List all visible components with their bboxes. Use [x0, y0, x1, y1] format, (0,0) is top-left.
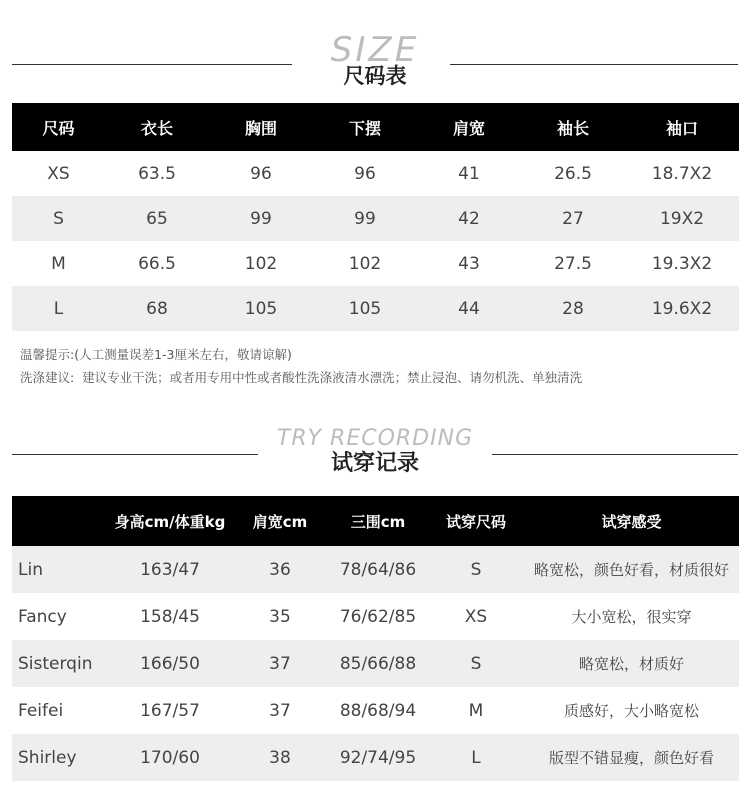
feedback-cell: 质感好，大小略宽松: [563, 702, 699, 720]
table-cell: 43: [458, 253, 480, 274]
try-on-table: [12, 496, 739, 781]
table-cell: 19.6X2: [651, 298, 713, 319]
try-header-cell: 试穿感受: [601, 512, 662, 531]
care-notes: [20, 343, 582, 389]
size-header-cell: 衣长: [140, 118, 173, 138]
try-header-cell: 肩宽cm: [252, 512, 308, 531]
table-row: [12, 546, 739, 593]
size-watermark: SIZE: [330, 30, 420, 70]
try-header-cell: 三围cm: [350, 512, 406, 531]
table-cell: 28: [562, 298, 584, 319]
table-cell: 27.5: [554, 253, 592, 274]
table-cell: 18.7X2: [651, 163, 713, 184]
table-row: [12, 687, 739, 734]
tester-name: Feifei: [18, 700, 64, 721]
table-cell: L: [53, 298, 64, 319]
feedback-cell: 略宽松，材质好: [578, 655, 684, 673]
table-row: [12, 286, 739, 331]
table-cell: 38: [269, 747, 291, 768]
table-cell: S: [470, 559, 482, 580]
table-cell: 170/60: [140, 747, 200, 768]
try-watermark: TRY RECORDING: [276, 426, 474, 451]
try-title: 试穿记录: [330, 451, 419, 476]
table-row: [12, 241, 739, 286]
table-cell: 102: [244, 253, 278, 274]
table-cell: 167/57: [140, 700, 200, 721]
table-row: [12, 734, 739, 781]
wash-text: 建议专业干洗；或者用专用中性或者酸性洗涤液清水漂洗；禁止浸泡、请勿机洗、单独清洗: [82, 370, 583, 385]
tester-name: Shirley: [18, 747, 77, 768]
table-cell: 96: [354, 163, 376, 184]
table-cell: 85/66/88: [339, 653, 417, 674]
measurement-tip: [20, 343, 582, 366]
table-cell: 37: [269, 700, 291, 721]
table-cell: 44: [458, 298, 480, 319]
table-cell: 65: [146, 208, 168, 229]
feedback-cell: 版型不错显瘦，颜色好看: [548, 749, 714, 767]
tip-text: (人工测量误差1-3厘米左右，敬请谅解): [74, 347, 292, 362]
table-cell: 92/74/95: [339, 747, 417, 768]
table-cell: 19X2: [659, 208, 705, 229]
feedback-cell: 略宽松，颜色好看，材质很好: [533, 561, 729, 579]
size-header-cell: 尺码: [42, 118, 75, 138]
size-header-cell: 袖口: [665, 118, 698, 138]
table-cell: 96: [250, 163, 272, 184]
try-section-header: [0, 424, 750, 484]
washing-advice: [20, 366, 582, 389]
table-cell: 166/50: [140, 653, 200, 674]
tip-label: 温馨提示:: [20, 347, 75, 362]
table-cell: L: [471, 747, 481, 768]
table-cell: 76/62/85: [339, 606, 417, 627]
tester-name: Fancy: [18, 606, 67, 627]
table-cell: 105: [244, 298, 278, 319]
try-header-cell: [12, 496, 108, 546]
table-cell: 26.5: [554, 163, 592, 184]
size-header-cell: 下摆: [348, 118, 381, 138]
table-cell: 66.5: [138, 253, 176, 274]
try-header-cell: 身高cm/体重kg: [114, 512, 226, 531]
table-row: [12, 196, 739, 241]
table-cell: 35: [269, 606, 291, 627]
table-cell: 68: [146, 298, 168, 319]
table-cell: 42: [458, 208, 480, 229]
size-header-cell: 肩宽: [452, 118, 485, 138]
table-cell: 99: [354, 208, 376, 229]
feedback-cell: 大小宽松，很实穿: [571, 608, 692, 626]
table-cell: 105: [348, 298, 382, 319]
table-row: [12, 640, 739, 687]
table-cell: 36: [269, 559, 291, 580]
tester-name: Lin: [18, 559, 43, 580]
size-section-header: [0, 28, 750, 88]
table-row: [12, 593, 739, 640]
table-cell: M: [468, 700, 484, 721]
table-cell: 27: [562, 208, 584, 229]
table-cell: 78/64/86: [339, 559, 417, 580]
try-table-header-row: [12, 496, 739, 546]
try-header-cell: 试穿尺码: [445, 512, 506, 531]
table-cell: 63.5: [138, 163, 176, 184]
wash-label: 洗涤建议:: [20, 370, 75, 385]
table-cell: S: [470, 653, 482, 674]
size-table-header-row: [12, 103, 739, 151]
size-header-cell: 袖长: [556, 118, 589, 138]
table-cell: 19.3X2: [651, 253, 713, 274]
table-cell: 99: [250, 208, 272, 229]
table-row: [12, 151, 739, 196]
table-cell: XS: [464, 606, 488, 627]
table-cell: 158/45: [140, 606, 200, 627]
size-header-cell: 胸围: [244, 118, 277, 138]
table-cell: XS: [47, 163, 70, 184]
table-cell: M: [51, 253, 66, 274]
table-cell: 88/68/94: [339, 700, 417, 721]
table-cell: 41: [458, 163, 480, 184]
table-cell: 102: [348, 253, 382, 274]
table-cell: S: [53, 208, 64, 229]
table-cell: 163/47: [140, 559, 200, 580]
size-title: 尺码表: [343, 64, 407, 88]
size-table: [12, 103, 739, 331]
tester-name: Sisterqin: [18, 653, 93, 674]
table-cell: 37: [269, 653, 291, 674]
